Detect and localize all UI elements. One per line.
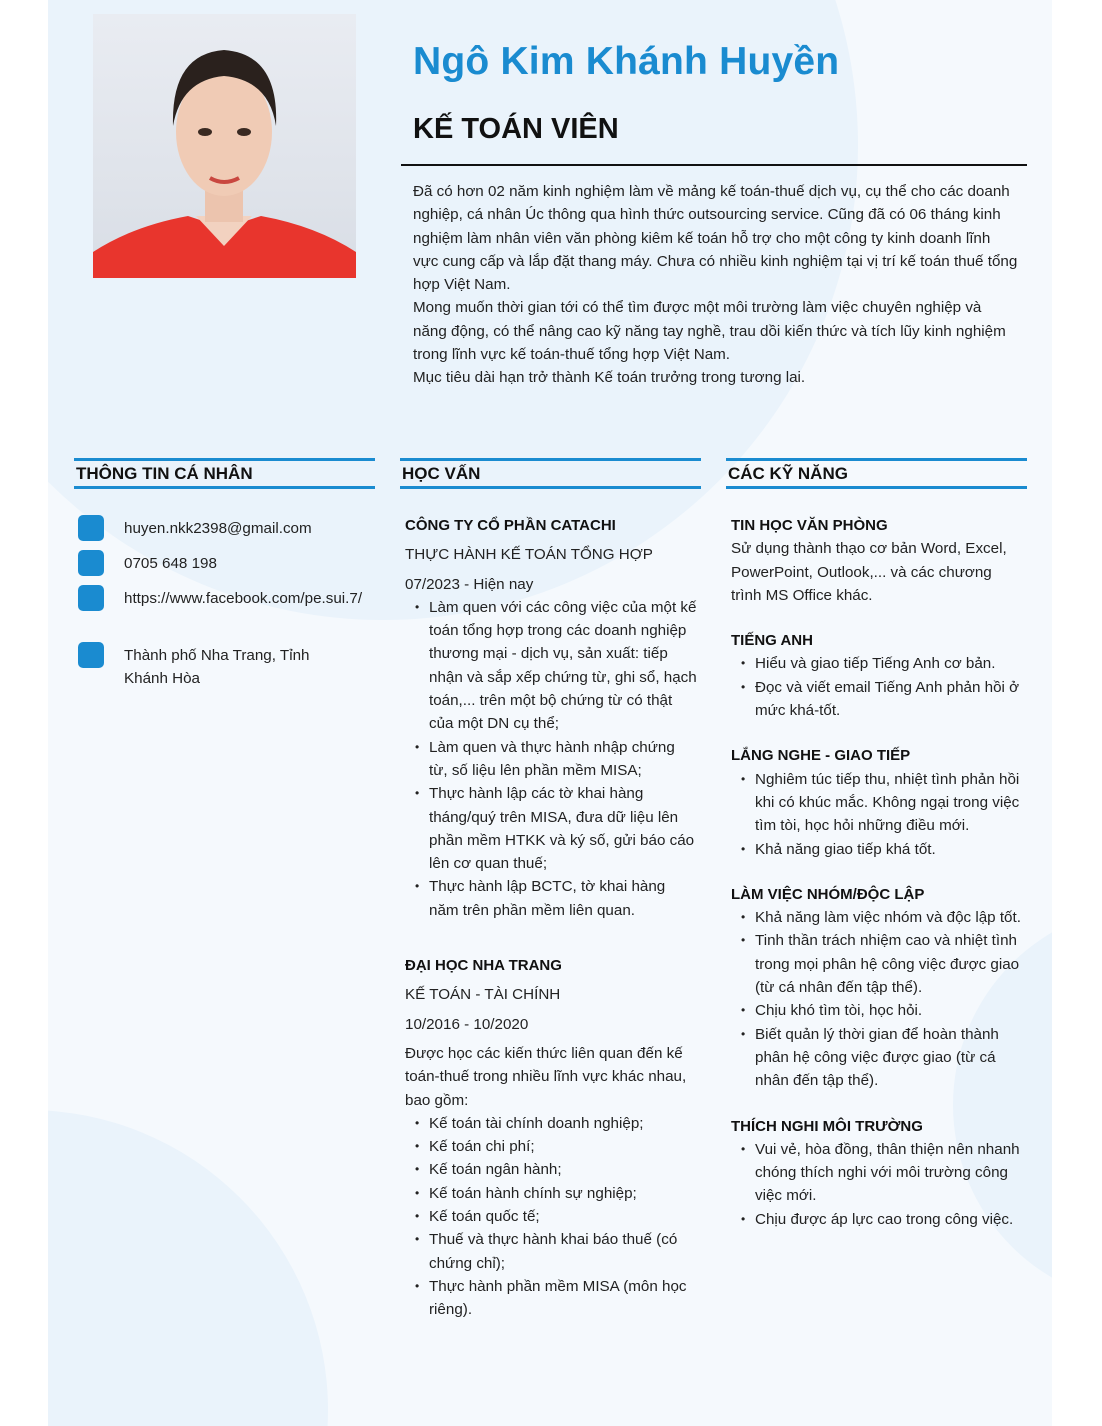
skill-title: LẮNG NGHE - GIAO TIẾP [731,747,911,765]
decor-circle [48,1110,328,1426]
facebook-icon [78,585,104,611]
skill-title: LÀM VIỆC NHÓM/ĐỘC LẬP [731,885,925,903]
education-role: KẾ TOÁN - TÀI CHÍNH [405,986,561,1004]
skill-group [731,514,1023,607]
skills-column [731,514,1023,1231]
skill-bullets [731,768,1023,861]
phone-icon [78,550,104,576]
skill-title: THÍCH NGHI MÔI TRƯỜNG [731,1117,923,1135]
list-item: • Tinh thần trách nhiệm cao và nhiệt tình trong mọi phân hệ công việc được giao (từ cá nhân đến tập thể). [731,929,1023,999]
skill-group [731,883,1023,1093]
skill-group [731,744,1023,860]
profile-photo [93,14,356,278]
email-link[interactable]: huyen.nkk2398@gmail.com [124,520,312,537]
education-period: 10/2016 - 10/2020 [405,1015,529,1033]
location-icon [78,642,104,668]
list-item: • Làm quen và thực hành nhập chứng từ, số liệu lên phần mềm MISA; [405,736,697,783]
list-item: • Thuế và thực hành khai báo thuế (có chứng chỉ); [405,1228,697,1275]
skill-title: TIN HỌC VĂN PHÒNG [731,517,888,534]
section-heading-personal: THÔNG TIN CÁ NHÂN [74,458,375,489]
list-item: • Nghiêm túc tiếp thu, nhiệt tình phản hồi khi có khúc mắc. Không ngại trong việc tìm tòi, học hỏi những điều mới. [731,768,1023,838]
list-item: • Kế toán hành chính sự nghiệp; [405,1182,697,1205]
skill-text: Sử dụng thành thạo cơ bản Word, Excel, PowerPoint, Outlook,... và các chương trình MS Office khác. [731,540,1007,604]
list-item: • Thực hành lập các tờ khai hàng tháng/quý trên MISA, đưa dữ liệu lên phần mềm HTKK và ký số, gửi báo cáo lên cơ quan thuế; [405,782,697,875]
portrait-illustration [93,14,356,278]
skill-title: TIẾNG ANH [731,632,813,650]
education-entry [405,954,697,1321]
summary-paragraph: Mục tiêu dài hạn trở thành Kế toán trưởng trong tương lai. [413,369,806,387]
list-item: • Khả năng giao tiếp khá tốt. [731,838,1023,861]
list-item: • Khả năng làm việc nhóm và độc lập tốt. [731,906,1023,929]
education-org: CÔNG TY CỔ PHẦN CATACHI [405,517,616,534]
list-item: • Vui vẻ, hòa đồng, thân thiện nên nhanh chóng thích nghi với môi trường công việc mới. [731,1138,1023,1208]
list-item: • Chịu khó tìm tòi, học hỏi. [731,999,1023,1022]
email-icon [78,515,104,541]
education-period: 07/2023 - Hiện nay [405,575,534,593]
list-item: • Chịu được áp lực cao trong công việc. [731,1208,1023,1231]
divider [401,164,1027,166]
summary-paragraph: Đã có hơn 02 năm kinh nghiệm làm về mảng kế toán-thuế dịch vụ, cụ thể cho các doanh nghiệp, cá nhân Úc thông qua hình thức outsourcing service. Cũng đã có 06 tháng kinh nghiệm làm nhân viên văn phòng kiêm kế toán hỗ trợ cho một công ty kinh doanh lĩnh vực cung cấp và lắp đặt thang máy. Chưa có nhiều kinh nghiệm tại vị trí kế toán thuế tổng hợp Việt Nam. [413,183,1018,294]
education-role: THỰC HÀNH KẾ TOÁN TỔNG HỢP [405,546,653,564]
contact-address [78,642,378,692]
list-item: • Thực hành lập BCTC, tờ khai hàng năm trên phần mềm liên quan. [405,875,697,922]
education-bullets [405,1112,697,1322]
section-heading-education: HỌC VẤN [400,458,701,489]
phone-text: 0705 648 198 [124,555,217,572]
education-org: ĐẠI HỌC NHA TRANG [405,957,562,975]
education-intro: Được học các kiến thức liên quan đến kế toán-thuế trong nhiều lĩnh vực khác nhau, bao gồm: [405,1044,687,1109]
education-bullets [405,596,697,922]
skill-bullets [731,1138,1023,1231]
contact-email [78,515,378,545]
education-column [405,514,697,1322]
section-heading-skills: CÁC KỸ NĂNG [726,458,1027,489]
skill-bullets [731,906,1023,1092]
career-summary [413,180,1018,390]
list-item: • Kế toán ngân hành; [405,1158,697,1181]
list-item: • Biết quản lý thời gian để hoàn thành phân hệ công việc được giao (từ cá nhân đến tập thể). [731,1023,1023,1093]
list-item: • Hiểu và giao tiếp Tiếng Anh cơ bản. [731,652,1023,675]
list-item: • Kế toán chi phí; [405,1135,697,1158]
skill-group [731,629,1023,722]
contact-facebook [78,585,378,635]
skill-group [731,1115,1023,1231]
facebook-link[interactable]: https://www.facebook.com/pe.sui.7/ [124,590,363,607]
address-text: Thành phố Nha Trang, Tỉnh Khánh Hòa [124,647,310,688]
list-item: • Thực hành phần mềm MISA (môn học riêng). [405,1275,697,1322]
job-title: KẾ TOÁN VIÊN [413,113,619,145]
candidate-name: Ngô Kim Khánh Huyền [413,40,840,83]
education-entry [405,514,697,922]
list-item: • Kế toán tài chính doanh nghiệp; [405,1112,697,1135]
list-item: • Làm quen với các công việc của một kế toán tổng hợp trong các doanh nghiệp thương mại - dịch vụ, sản xuất: tiếp nhận và sắp xếp chứng từ, ghi sổ, hạch toán,... trên một bộ chứng từ có thật của một DN cụ thể; [405,596,697,736]
contact-phone [78,550,378,580]
summary-paragraph: Mong muốn thời gian tới có thể tìm được một môi trường làm việc chuyên nghiệp và năng động, có thể nâng cao kỹ năng tay nghề, trau dồi kiến thức và tích lũy kinh nghiệm trong lĩnh vực kế toán-thuế tổng hợp Việt Nam. [413,299,1006,364]
list-item: • Kế toán quốc tế; [405,1205,697,1228]
list-item: • Đọc và viết email Tiếng Anh phản hồi ở mức khá-tốt. [731,676,1023,723]
skill-bullets [731,652,1023,722]
